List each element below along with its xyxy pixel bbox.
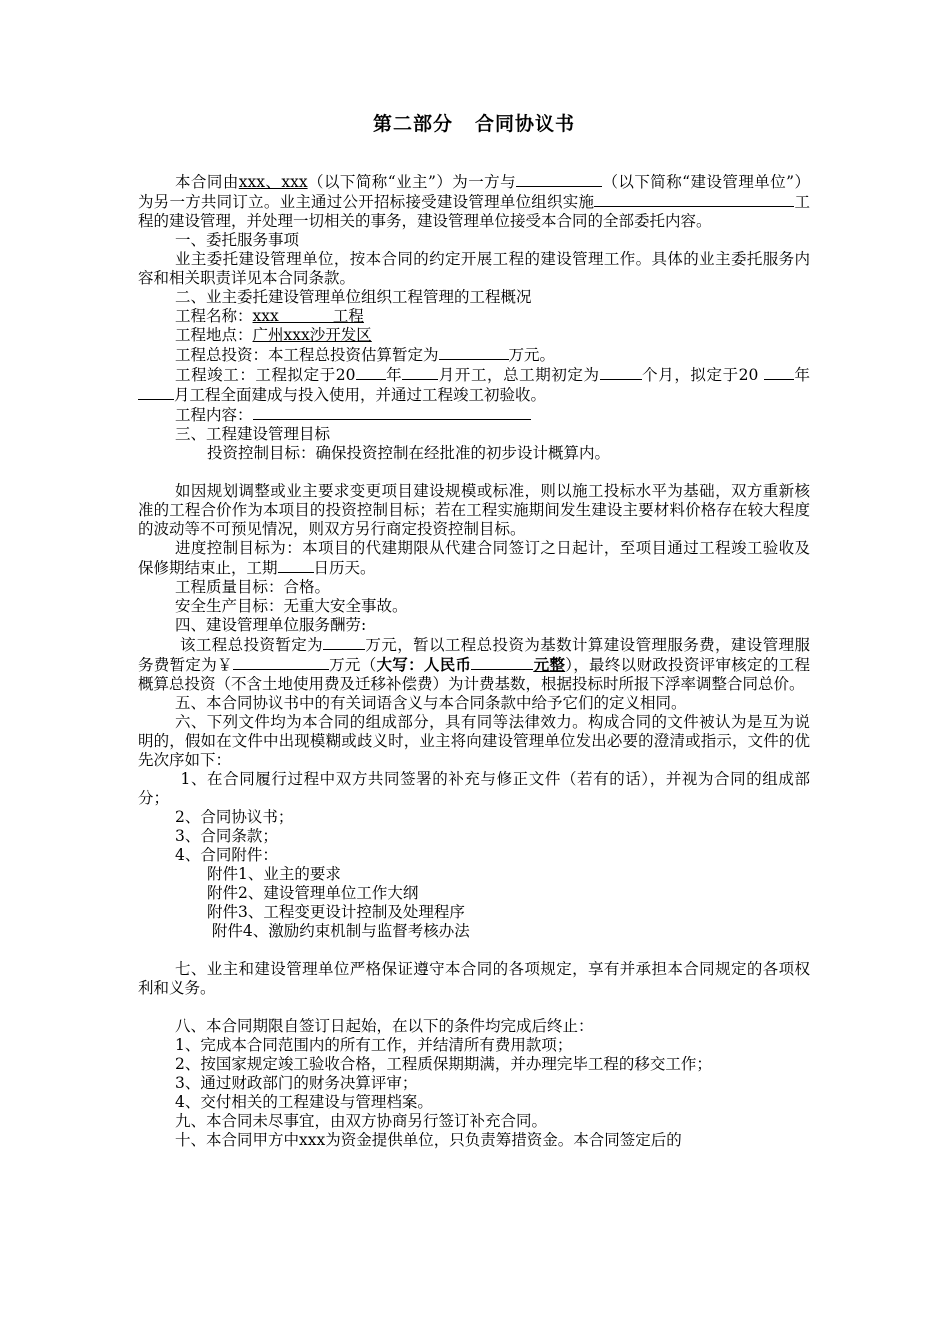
completion-text: 年 bbox=[385, 366, 403, 384]
project-content-label: 工程内容： bbox=[175, 406, 253, 424]
completion-text: 月开工，总工期初定为 bbox=[438, 366, 600, 384]
intro-text: 工程的建设管理，并处理一切相关的事务，建设管理单位接受本合同的全部委托内容。 bbox=[138, 193, 810, 230]
completion-text: 月工程全面建成与投入使用，并通过工程竣工初验收。 bbox=[174, 386, 547, 404]
blank-days bbox=[278, 558, 314, 573]
owners-name: xxx、xxx bbox=[238, 173, 308, 191]
termination-item-4: 4、交付相关的工程建设与管理档案。 bbox=[175, 1093, 433, 1111]
section-4-heading: 四、建设管理单位服务酬劳: bbox=[175, 616, 367, 634]
intro-text: （以下简称“建设管理单位”）为另一方共同订立。业主通过公开招标接受建设管理单位组织实施 bbox=[138, 173, 810, 211]
section-3-heading: 三、工程建设管理目标 bbox=[175, 425, 331, 443]
termination-item-2: 2、按国家规定竣工验收合格，工程质保期期满，并办理完毕工程的移交工作； bbox=[175, 1055, 712, 1073]
blank-year bbox=[356, 365, 386, 380]
document-item-4: 4、合同附件： bbox=[175, 846, 278, 864]
contract-document bbox=[138, 112, 810, 1150]
project-completion-line bbox=[138, 365, 810, 405]
schedule-target bbox=[138, 539, 810, 578]
section-5: 五、本合同协议书中的有关词语含义与本合同条款中给予它们的定义相同。 bbox=[175, 694, 687, 712]
blank-content bbox=[253, 405, 531, 420]
schedule-text: 进度控制目标为：本项目的代建期限从代建合同签订之日起计，至项目通过工程竣工验收及保修期结束止，工期 bbox=[138, 539, 810, 577]
blank-investment bbox=[439, 345, 509, 360]
attachment-3: 附件3、工程变更设计控制及处理程序 bbox=[207, 903, 465, 921]
completion-text: 个月，拟定于20 bbox=[641, 366, 764, 384]
project-content-line bbox=[138, 405, 810, 425]
blank-month bbox=[402, 365, 438, 380]
termination-item-3: 3、通过财政部门的财务决算评审； bbox=[175, 1074, 418, 1092]
section-1-heading: 一、委托服务事项 bbox=[175, 231, 300, 249]
document-item-2: 2、合同协议书； bbox=[175, 808, 294, 826]
fee-text: ），最终以财政投资评审核定的工程概算总投资（不含土地使用费及迁移补偿费）为计费基数，根据投标时所报下浮率调整合同总价。 bbox=[138, 656, 810, 693]
intro-text: （以下简称“业主”）为一方与 bbox=[307, 173, 517, 191]
termination-item-1: 1、完成本合同范围内的所有工作，并结清所有费用款项； bbox=[175, 1036, 573, 1054]
section-8-heading: 八、本合同期限自签订日起始，在以下的条件均完成后终止： bbox=[175, 1017, 594, 1035]
investment-target: 投资控制目标：确保投资控制在经批准的初步设计概算内。 bbox=[207, 444, 611, 462]
project-name-line bbox=[138, 307, 810, 326]
blank-duration bbox=[600, 365, 642, 380]
section-1-body: 业主委托建设管理单位，按本合同的约定开展工程的建设管理工作。具体的业主委托服务内容和相关职责详见本合同条款。 bbox=[138, 250, 810, 287]
section-10: 十、本合同甲方中xxx为资金提供单位，只负责筹措资金。本合同签定后的 bbox=[175, 1131, 682, 1149]
blank-party bbox=[516, 172, 602, 187]
fee-text: 万元（ bbox=[328, 656, 377, 674]
project-location-label: 工程地点： bbox=[175, 326, 253, 344]
attachment-2: 附件2、建设管理单位工作大纲 bbox=[207, 884, 419, 902]
document-item-1: 1、在合同履行过程中双方共同签署的补充与修正文件（若有的话），并视为合同的组成部分； bbox=[138, 770, 810, 807]
blank-total-investment bbox=[323, 635, 365, 650]
fee-capital-unit: 元整 bbox=[533, 656, 566, 674]
section-9: 九、本合同未尽事宜，由双方协商另行签订补充合同。 bbox=[175, 1112, 548, 1130]
investment-target-body: 如因规划调整或业主要求变更项目建设规模或标准，则以施工投标水平为基础，双方重新核准的工程合价作为本项目的投资控制目标；若在工程实施期间发生建设主要材料价格存在较大程度的波动等不可预见情况，则双方另行商定投资控制目标。 bbox=[138, 482, 810, 538]
project-name-value: xxx 工程 bbox=[252, 307, 364, 325]
document-item-3: 3、合同条款； bbox=[175, 827, 278, 845]
blank-month bbox=[138, 385, 174, 400]
project-location-line bbox=[138, 326, 810, 345]
blank-fee-capital bbox=[471, 655, 533, 670]
investment-unit: 万元。 bbox=[508, 346, 556, 364]
investment-text: 工程总投资：本工程总投资估算暂定为 bbox=[175, 346, 439, 364]
attachment-1: 附件1、业主的要求 bbox=[207, 865, 341, 883]
project-name-label: 工程名称： bbox=[175, 307, 253, 325]
fee-capital-label: 大写：人民币 bbox=[376, 656, 472, 674]
intro-text: 本合同由 bbox=[175, 173, 239, 191]
project-location-value: 广州xxx沙开发区 bbox=[252, 326, 372, 344]
section-4-body bbox=[138, 635, 810, 694]
attachment-4: 附件4、激励约束机制与监督考核办法 bbox=[207, 922, 470, 940]
section-7: 七、业主和建设管理单位严格保证遵守本合同的各项规定，享有并承担本合同规定的各项权利和义务。 bbox=[138, 960, 810, 997]
section-2-heading: 二、业主委托建设管理单位组织工程管理的工程概况 bbox=[175, 288, 532, 306]
schedule-unit: 日历天。 bbox=[313, 559, 376, 577]
blank-fee bbox=[233, 655, 329, 670]
fee-text: 该工程总投资暂定为 bbox=[180, 636, 324, 654]
fee-text: 万元，暂以工程总投资为基数计算建设管理服务费，建设管理服务费暂定为￥ bbox=[138, 636, 810, 674]
title-part: 第二部分 bbox=[372, 113, 453, 135]
completion-text: 年 bbox=[793, 366, 810, 384]
section-6-body: 六、下列文件均为本合同的组成部分，具有同等法律效力。构成合同的文件被认为是互为说明的，假如在文件中出现模糊或歧义时，业主将向建设管理单位发出必要的澄清或指示，文件的优先次序如下： bbox=[138, 713, 810, 769]
project-investment-line bbox=[138, 345, 810, 365]
quality-target: 工程质量目标：合格。 bbox=[175, 578, 331, 596]
blank-year bbox=[764, 365, 794, 380]
blank-project bbox=[594, 192, 794, 207]
safety-target: 安全生产目标：无重大安全事故。 bbox=[175, 597, 408, 615]
completion-text: 工程竣工：工程拟定于20 bbox=[175, 366, 356, 384]
title-name: 合同协议书 bbox=[475, 113, 576, 135]
page-title bbox=[138, 112, 810, 136]
intro-paragraph bbox=[138, 172, 810, 231]
